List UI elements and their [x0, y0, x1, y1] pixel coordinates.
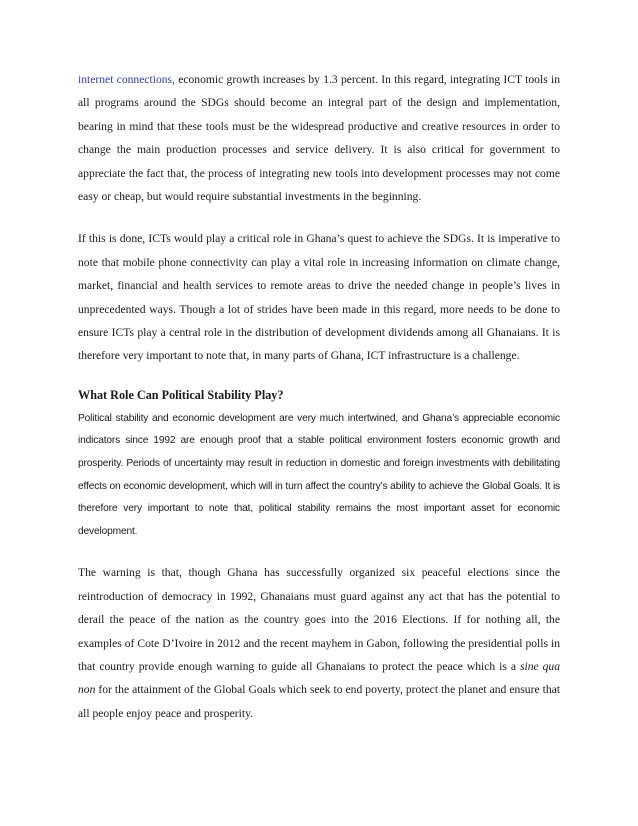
document-page	[78, 68, 560, 725]
paragraph-text-before: The warning is that, though Ghana has successfully organized six peaceful elections since the reintroduction of democracy in 1992, Ghanaians must guard against any act that has the potential to derail the peace of the nation as the country goes into the 2016 Elections. If for nothing all, the examples of Cote D’Ivoire in 2012 and the recent mayhem in Gabon, following the presidential polls in that country provide enough warning to guide all Ghanaians to protect the peace which is a	[78, 566, 560, 674]
paragraph-ict-sdgs: If this is done, ICTs would play a critical role in Ghana’s quest to achieve the SDGs. It is imperative to note that mobile phone connectivity can play a vital role in increasing information on climate change, market, financial and health services to remote areas to drive the needed change in people’s lives in unprecedented ways. Though a lot of strides have been made in this regard, more needs to be done to ensure ICTs play a central role in the distribution of development dividends among all Ghanaians. It is therefore very important to note that, in many parts of Ghana, ICT infrastructure is a challenge.	[78, 232, 560, 363]
section-heading: What Role Can Political Stability Play?	[78, 387, 284, 402]
paragraph-political-stability: Political stability and economic development are very much intertwined, and Ghana’s appreciable economic indicators since 1992 are enough proof that a stable political environment fosters economic growth and prosperity. Periods of uncertainty may result in reduction in domestic and foreign investments with debilitating effects on economic development, which will in turn affect the country’s ability to achieve the Global Goals. It is therefore very important to note that, political stability remains the most important asset for economic development.	[78, 412, 560, 537]
paragraph-elections-warning	[78, 561, 560, 725]
internet-connections-link[interactable]: internet connections,	[78, 73, 175, 86]
italic-phrase: sine qua non	[78, 660, 560, 697]
paragraph-ict-investment	[78, 68, 560, 208]
paragraph-text-after: for the attainment of the Global Goals which seek to end poverty, protect the planet and ensure that all people enjoy peace and prosperity.	[78, 683, 560, 720]
paragraph-text: economic growth increases by 1.3 percent. In this regard, integrating ICT tools in all programs around the SDGs should become an integral part of the design and implementation, bearing in mind that these tools must be the widespread productive and creative resources in order to change the main production processes and service delivery. It is also critical for government to appreciate the fact that, the process of integrating new tools into development processes may not come easy or cheap, but would require substantial investments in the beginning.	[78, 73, 560, 204]
